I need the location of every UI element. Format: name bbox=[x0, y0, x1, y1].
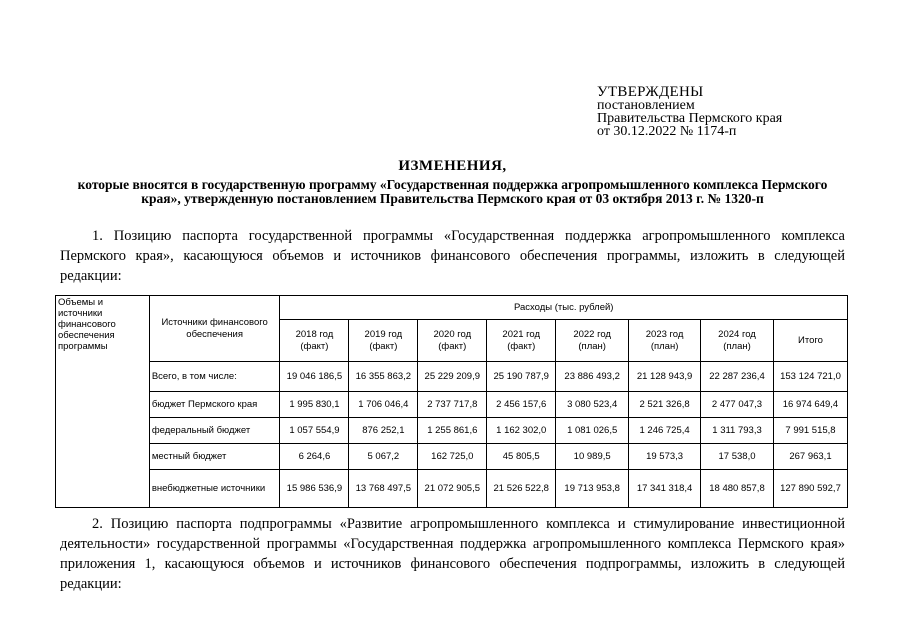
total-header bbox=[773, 320, 847, 362]
value-cell: 1 995 830,1 bbox=[280, 392, 349, 418]
table-row bbox=[56, 470, 848, 508]
approval-heading: УТВЕРЖДЕНЫ bbox=[597, 84, 704, 100]
value-cell: 17 341 318,4 bbox=[629, 470, 701, 508]
source-cell: внебюджетные источники bbox=[149, 470, 280, 508]
value-cell: 1 081 026,5 bbox=[556, 418, 629, 444]
value-cell: 19 046 186,5 bbox=[280, 362, 349, 392]
source-header-cell bbox=[149, 296, 280, 362]
value-cell: 17 538,0 bbox=[701, 444, 774, 470]
source-header: Источники финансового обеспечения bbox=[161, 316, 268, 340]
year-header bbox=[487, 320, 556, 362]
value-cell: 15 986 536,9 bbox=[280, 470, 349, 508]
year-header bbox=[629, 320, 701, 362]
value-cell: 18 480 857,8 bbox=[701, 470, 774, 508]
value-cell: 25 190 787,9 bbox=[487, 362, 556, 392]
total-label: Итого bbox=[798, 334, 823, 346]
value-cell: 23 886 493,2 bbox=[556, 362, 629, 392]
value-cell: 45 805,5 bbox=[487, 444, 556, 470]
year-type: (план) bbox=[650, 340, 679, 352]
value-cell: 21 128 943,9 bbox=[629, 362, 701, 392]
year-label: 2018 год bbox=[295, 328, 334, 340]
value-cell: 1 162 302,0 bbox=[487, 418, 556, 444]
paragraph-1-text: 1. Позицию паспорта государственной программы «Государственная поддержка агропромышленного комплекса Пермского края», касающуюся объемов и источников финансового обеспечения программы, изложить в следующей редакции: bbox=[60, 228, 845, 284]
table-row bbox=[56, 392, 848, 418]
year-header bbox=[556, 320, 629, 362]
value-cell: 127 890 592,7 bbox=[773, 470, 847, 508]
source-cell: федеральный бюджет bbox=[149, 418, 280, 444]
value-cell: 2 737 717,8 bbox=[418, 392, 487, 418]
year-label: 2020 год bbox=[433, 328, 472, 340]
expenses-header: Расходы (тыс. рублей) bbox=[513, 301, 614, 313]
approval-stamp bbox=[597, 86, 782, 138]
value-cell: 153 124 721,0 bbox=[773, 362, 847, 392]
value-cell: 2 521 326,8 bbox=[629, 392, 701, 418]
value-cell: 7 991 515,8 bbox=[773, 418, 847, 444]
table-row bbox=[56, 444, 848, 470]
approval-line-2: Правительства Пермского края bbox=[597, 111, 783, 126]
year-header bbox=[418, 320, 487, 362]
year-type: (факт) bbox=[369, 340, 398, 352]
year-header bbox=[280, 320, 349, 362]
source-cell: бюджет Пермского края bbox=[149, 392, 280, 418]
value-cell: 162 725,0 bbox=[418, 444, 487, 470]
value-cell: 2 477 047,3 bbox=[701, 392, 774, 418]
value-cell: 22 287 236,4 bbox=[701, 362, 774, 392]
year-label: 2022 год bbox=[573, 328, 611, 340]
expenses-header-cell bbox=[280, 296, 848, 320]
approval-line-3: от 30.12.2022 № 1174-п bbox=[597, 124, 737, 139]
value-cell: 21 526 522,8 bbox=[487, 470, 556, 508]
year-label: 2019 год bbox=[364, 328, 403, 340]
approval-line-1: постановлением bbox=[597, 98, 695, 113]
value-cell: 16 355 863,2 bbox=[349, 362, 418, 392]
value-cell: 19 713 953,8 bbox=[556, 470, 629, 508]
row-label: Объемы и источники финансового обеспечения программы bbox=[58, 297, 116, 352]
source-cell: местный бюджет bbox=[149, 444, 280, 470]
paragraph-2 bbox=[60, 514, 845, 594]
value-cell: 25 229 209,9 bbox=[418, 362, 487, 392]
year-type: (факт) bbox=[300, 340, 329, 352]
value-cell: 1 255 861,6 bbox=[418, 418, 487, 444]
value-cell: 1 706 046,4 bbox=[349, 392, 418, 418]
year-header bbox=[701, 320, 774, 362]
paragraph-1 bbox=[60, 226, 845, 286]
year-type: (факт) bbox=[507, 340, 536, 352]
year-type: (план) bbox=[723, 340, 751, 352]
row-label-cell bbox=[56, 296, 150, 508]
financing-table bbox=[55, 295, 848, 508]
value-cell: 5 067,2 bbox=[349, 444, 418, 470]
year-label: 2024 год bbox=[718, 328, 756, 340]
year-label: 2021 год bbox=[502, 328, 541, 340]
value-cell: 267 963,1 bbox=[773, 444, 847, 470]
value-cell: 876 252,1 bbox=[349, 418, 418, 444]
document-title: ИЗМЕНЕНИЯ, bbox=[398, 158, 507, 174]
value-cell: 2 456 157,6 bbox=[487, 392, 556, 418]
value-cell: 1 311 793,3 bbox=[701, 418, 774, 444]
source-cell: Всего, в том числе: bbox=[149, 362, 280, 392]
document-subtitle: которые вносятся в государственную программу «Государственная поддержка агропромышленного комплекса Пермского края», утвержденную постановлением Правительства Пермского края от 03 октября 2013 г. № 1320-п bbox=[77, 177, 828, 206]
value-cell: 3 080 523,4 bbox=[556, 392, 629, 418]
year-type: (план) bbox=[578, 340, 606, 352]
value-cell: 1 246 725,4 bbox=[629, 418, 701, 444]
year-type: (факт) bbox=[438, 340, 467, 352]
value-cell: 10 989,5 bbox=[556, 444, 629, 470]
year-label: 2023 год bbox=[645, 328, 684, 340]
value-cell: 13 768 497,5 bbox=[349, 470, 418, 508]
table-row bbox=[56, 362, 848, 392]
value-cell: 1 057 554,9 bbox=[280, 418, 349, 444]
table-row bbox=[56, 418, 848, 444]
value-cell: 16 974 649,4 bbox=[773, 392, 847, 418]
value-cell: 21 072 905,5 bbox=[418, 470, 487, 508]
paragraph-2-text: 2. Позицию паспорта подпрограммы «Развитие агропромышленного комплекса и стимулирование инвестиционной деятельности» государственной программы «Государственная поддержка агропромышленного комплекса Пермского края» приложения 1, касающуюся объемов и источников финансового обеспечения подпрограммы, изложить в следующей редакции: bbox=[60, 516, 845, 592]
year-header bbox=[349, 320, 418, 362]
value-cell: 19 573,3 bbox=[629, 444, 701, 470]
value-cell: 6 264,6 bbox=[280, 444, 349, 470]
